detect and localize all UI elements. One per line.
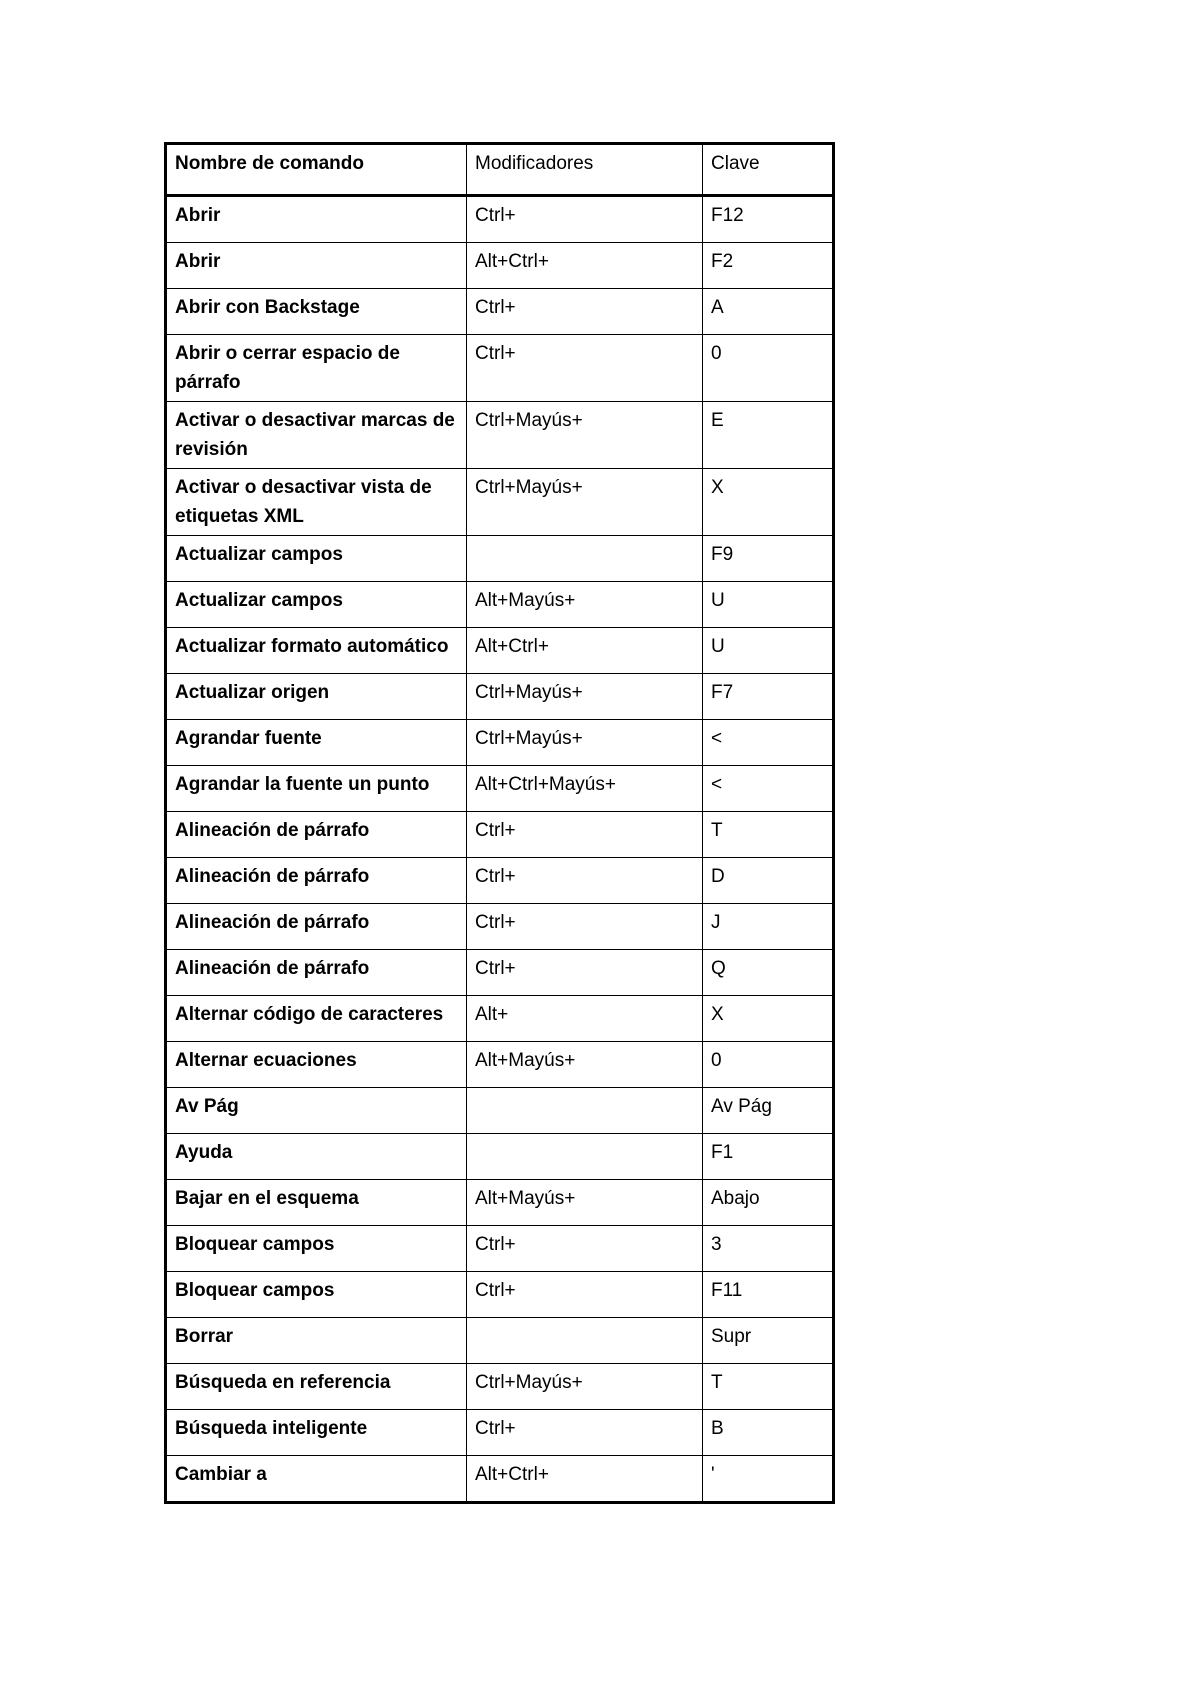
command-cell: Bloquear campos — [166, 1272, 467, 1318]
key-cell: E — [703, 402, 834, 469]
key-cell: 0 — [703, 335, 834, 402]
command-cell: Ayuda — [166, 1134, 467, 1180]
key-cell: F1 — [703, 1134, 834, 1180]
command-cell: Activar o desactivar vista de etiquetas XML — [166, 469, 467, 536]
table-row — [166, 469, 834, 536]
command-cell: Alineación de párrafo — [166, 812, 467, 858]
modifiers-cell: Ctrl+ — [467, 858, 703, 904]
command-cell: Actualizar campos — [166, 536, 467, 582]
command-cell: Abrir con Backstage — [166, 289, 467, 335]
table-row — [166, 766, 834, 812]
key-cell: ' — [703, 1456, 834, 1503]
command-cell: Actualizar formato automático — [166, 628, 467, 674]
key-cell: F7 — [703, 674, 834, 720]
table-row — [166, 904, 834, 950]
table-row — [166, 628, 834, 674]
command-cell: Búsqueda en referencia — [166, 1364, 467, 1410]
modifiers-cell: Ctrl+Mayús+ — [467, 469, 703, 536]
command-cell: Bloquear campos — [166, 1226, 467, 1272]
table-row — [166, 858, 834, 904]
table-row — [166, 335, 834, 402]
command-cell: Búsqueda inteligente — [166, 1410, 467, 1456]
table-row — [166, 1180, 834, 1226]
command-cell: Alternar ecuaciones — [166, 1042, 467, 1088]
key-cell: 3 — [703, 1226, 834, 1272]
table-row — [166, 812, 834, 858]
command-cell: Abrir o cerrar espacio de párrafo — [166, 335, 467, 402]
key-cell: T — [703, 812, 834, 858]
table-row — [166, 289, 834, 335]
key-cell: T — [703, 1364, 834, 1410]
table-row — [166, 720, 834, 766]
key-cell: J — [703, 904, 834, 950]
key-cell: < — [703, 720, 834, 766]
modifiers-cell: Ctrl+ — [467, 950, 703, 996]
modifiers-cell: Ctrl+ — [467, 289, 703, 335]
header-command: Nombre de comando — [166, 144, 467, 196]
command-cell: Abrir — [166, 196, 467, 243]
shortcuts-table — [164, 142, 835, 1504]
key-cell: U — [703, 628, 834, 674]
modifiers-cell: Ctrl+Mayús+ — [467, 402, 703, 469]
key-cell: Supr — [703, 1318, 834, 1364]
header-key: Clave — [703, 144, 834, 196]
modifiers-cell — [467, 1088, 703, 1134]
modifiers-cell: Alt+Ctrl+ — [467, 1456, 703, 1503]
table-row — [166, 1410, 834, 1456]
command-cell: Av Pág — [166, 1088, 467, 1134]
modifiers-cell: Ctrl+ — [467, 1226, 703, 1272]
modifiers-cell: Ctrl+ — [467, 904, 703, 950]
modifiers-cell: Ctrl+Mayús+ — [467, 720, 703, 766]
key-cell: A — [703, 289, 834, 335]
modifiers-cell — [467, 1318, 703, 1364]
modifiers-cell: Alt+Mayús+ — [467, 1042, 703, 1088]
table-row — [166, 582, 834, 628]
command-cell: Activar o desactivar marcas de revisión — [166, 402, 467, 469]
key-cell: < — [703, 766, 834, 812]
table-body — [166, 196, 834, 1503]
key-cell: Abajo — [703, 1180, 834, 1226]
command-cell: Actualizar campos — [166, 582, 467, 628]
table-row — [166, 1318, 834, 1364]
key-cell: 0 — [703, 1042, 834, 1088]
command-cell: Cambiar a — [166, 1456, 467, 1503]
table-row — [166, 1134, 834, 1180]
table-row — [166, 1364, 834, 1410]
modifiers-cell: Ctrl+ — [467, 196, 703, 243]
command-cell: Bajar en el esquema — [166, 1180, 467, 1226]
table-row — [166, 950, 834, 996]
command-cell: Alineación de párrafo — [166, 858, 467, 904]
command-cell: Agrandar fuente — [166, 720, 467, 766]
table-row — [166, 243, 834, 289]
key-cell: F12 — [703, 196, 834, 243]
key-cell: U — [703, 582, 834, 628]
modifiers-cell: Ctrl+ — [467, 335, 703, 402]
table-row — [166, 402, 834, 469]
key-cell: X — [703, 996, 834, 1042]
table-row — [166, 674, 834, 720]
table-row — [166, 1042, 834, 1088]
key-cell: F11 — [703, 1272, 834, 1318]
key-cell: X — [703, 469, 834, 536]
modifiers-cell: Alt+Mayús+ — [467, 1180, 703, 1226]
command-cell: Abrir — [166, 243, 467, 289]
modifiers-cell: Alt+Ctrl+Mayús+ — [467, 766, 703, 812]
table-header-row — [166, 144, 834, 196]
command-cell: Alineación de párrafo — [166, 904, 467, 950]
key-cell: D — [703, 858, 834, 904]
key-cell: Av Pág — [703, 1088, 834, 1134]
modifiers-cell: Ctrl+ — [467, 1272, 703, 1318]
modifiers-cell — [467, 536, 703, 582]
key-cell: B — [703, 1410, 834, 1456]
table-row — [166, 996, 834, 1042]
table-row — [166, 1226, 834, 1272]
command-cell: Borrar — [166, 1318, 467, 1364]
modifiers-cell: Alt+Ctrl+ — [467, 628, 703, 674]
command-cell: Actualizar origen — [166, 674, 467, 720]
table-row — [166, 1272, 834, 1318]
modifiers-cell: Alt+Mayús+ — [467, 582, 703, 628]
header-modifiers: Modificadores — [467, 144, 703, 196]
modifiers-cell: Alt+Ctrl+ — [467, 243, 703, 289]
table-row — [166, 196, 834, 243]
command-cell: Alineación de párrafo — [166, 950, 467, 996]
key-cell: Q — [703, 950, 834, 996]
table-row — [166, 1456, 834, 1503]
table-row — [166, 1088, 834, 1134]
table-row — [166, 536, 834, 582]
modifiers-cell: Ctrl+ — [467, 812, 703, 858]
command-cell: Alternar código de caracteres — [166, 996, 467, 1042]
modifiers-cell: Ctrl+Mayús+ — [467, 1364, 703, 1410]
modifiers-cell: Ctrl+ — [467, 1410, 703, 1456]
modifiers-cell: Alt+ — [467, 996, 703, 1042]
command-cell: Agrandar la fuente un punto — [166, 766, 467, 812]
key-cell: F2 — [703, 243, 834, 289]
modifiers-cell: Ctrl+Mayús+ — [467, 674, 703, 720]
modifiers-cell — [467, 1134, 703, 1180]
key-cell: F9 — [703, 536, 834, 582]
